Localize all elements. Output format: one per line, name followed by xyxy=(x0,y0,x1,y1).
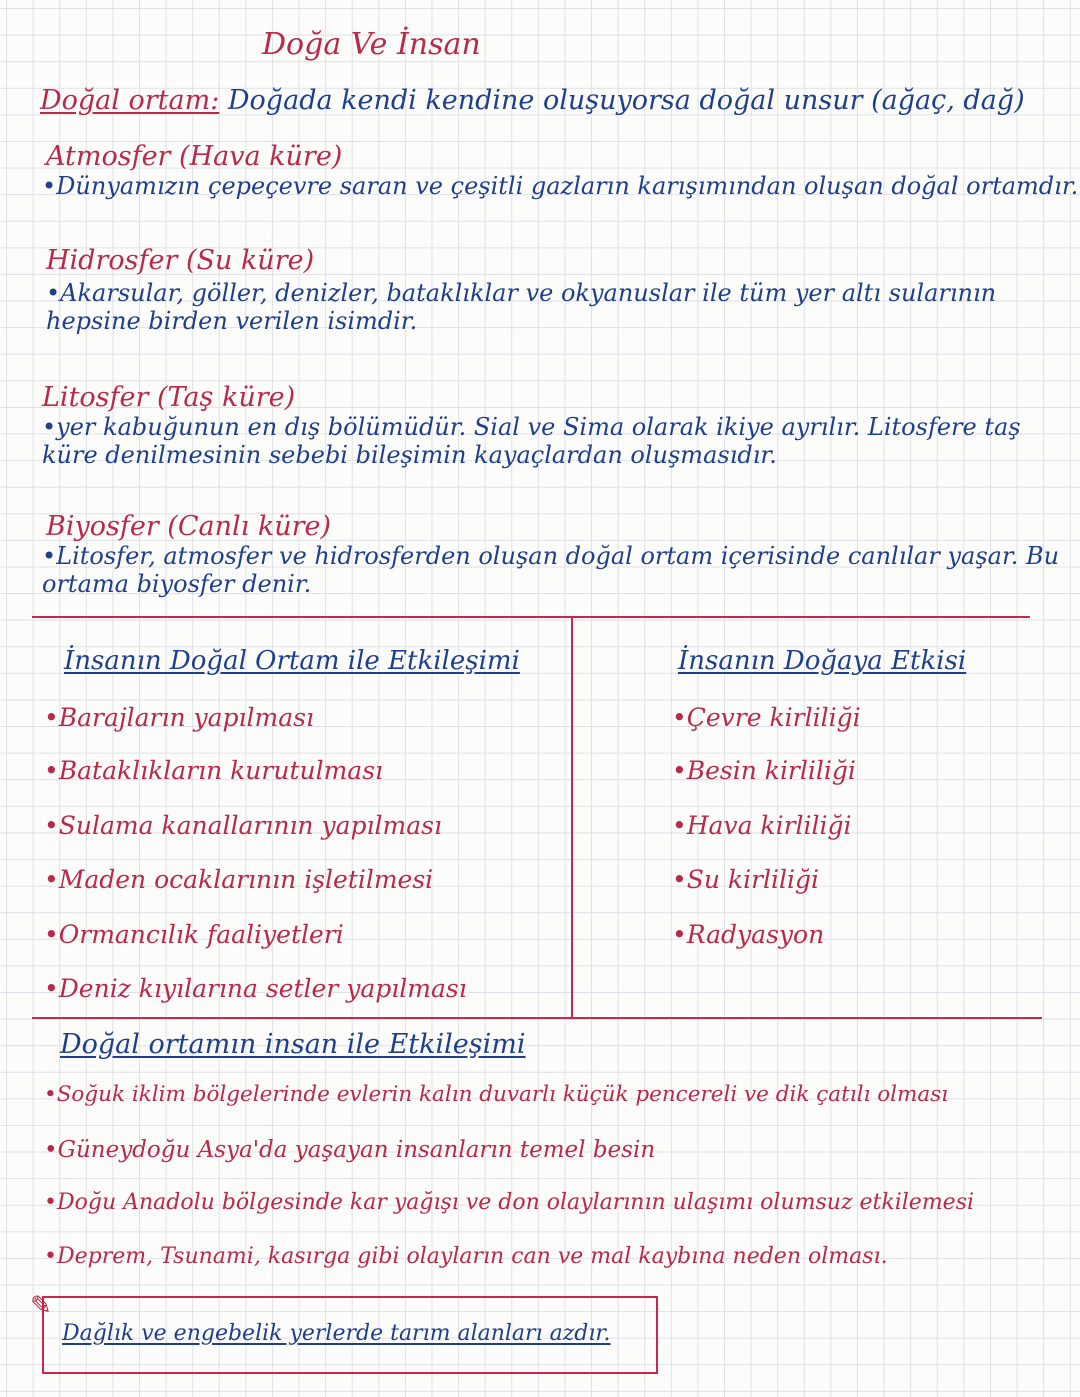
column-divider xyxy=(571,616,573,1018)
left-column-heading: İnsanın Doğal Ortam ile Etkileşimi xyxy=(64,646,520,676)
left-item-2: • Bataklıkların kurutulması xyxy=(44,757,383,785)
left-item-4: • Maden ocaklarının işletilmesi xyxy=(44,866,433,894)
right-item-2: • Besin kirliliği xyxy=(672,757,856,785)
litosfer-heading: Litosfer (Taş küre) xyxy=(42,382,296,413)
note-mark-icon: ✎ xyxy=(30,1291,52,1321)
hidrosfer-heading: Hidrosfer (Su küre) xyxy=(46,245,315,276)
biyosfer-heading: Biyosfer (Canlı küre) xyxy=(46,511,332,542)
biyosfer-line2: ortama biyosfer denir. xyxy=(42,570,312,598)
intro-line xyxy=(40,86,1025,116)
section-divider-top xyxy=(32,616,1030,618)
bottom-item-1: • Soğuk iklim bölgelerinde evlerin kalın duvarlı küçük pencereli ve dik çatılı olması xyxy=(44,1083,948,1107)
intro-text: Doğada kendi kendine oluşuyorsa doğal unsur (ağaç, dağ) xyxy=(227,85,1025,116)
hidrosfer-line2: hepsine birden verilen isimdir. xyxy=(46,307,418,335)
section-divider-bottom xyxy=(32,1017,1042,1019)
litosfer-line1: • yer kabuğunun en dış bölümüdür. Sial ve Sima olarak ikiye ayrılır. Litosfere taş xyxy=(42,414,1021,440)
note-text: Dağlık ve engebelik yerlerde tarım alanları azdır. xyxy=(62,1321,611,1346)
right-column-heading: İnsanın Doğaya Etkisi xyxy=(678,646,967,676)
atmosfer-heading: Atmosfer (Hava küre) xyxy=(46,141,343,172)
bottom-item-4: • Deprem, Tsunami, kasırga gibi olayların can ve mal kaybına neden olması. xyxy=(44,1245,888,1269)
left-item-3: • Sulama kanallarının yapılması xyxy=(44,812,442,840)
bottom-item-3: • Doğu Anadolu bölgesinde kar yağışı ve don olaylarının ulaşımı olumsuz etkilemesi xyxy=(44,1191,974,1215)
right-item-1: • Çevre kirliliği xyxy=(672,704,861,732)
left-item-6: • Deniz kıyılarına setler yapılması xyxy=(44,975,467,1003)
page-title: Doğa Ve İnsan xyxy=(262,27,481,62)
bottom-item-2: • Güneydoğu Asya'da yaşayan insanların temel besin xyxy=(44,1138,655,1163)
intro-label: Doğal ortam: xyxy=(40,85,220,116)
atmosfer-text: • Dünyamızın çepeçevre saran ve çeşitli gazların karışımından oluşan doğal ortamdır. xyxy=(42,173,1078,199)
right-item-4: • Su kirliliği xyxy=(672,866,819,894)
bottom-heading: Doğal ortamın insan ile Etkileşimi xyxy=(60,1029,526,1060)
hidrosfer-line1: • Akarsular, göller, denizler, bataklıklar ve okyanuslar ile tüm yer altı sularının xyxy=(46,280,996,306)
left-item-1: • Barajların yapılması xyxy=(44,704,314,732)
note-box xyxy=(42,1296,658,1374)
right-item-5: • Radyasyon xyxy=(672,921,824,949)
litosfer-line2: küre denilmesinin sebebi bileşimin kayaçlardan oluşmasıdır. xyxy=(42,441,777,469)
right-item-3: • Hava kirliliği xyxy=(672,812,852,840)
left-item-5: • Ormancılık faaliyetleri xyxy=(44,921,344,949)
biyosfer-line1: • Litosfer, atmosfer ve hidrosferden oluşan doğal ortam içerisinde canlılar yaşar. Bu xyxy=(42,543,1059,569)
